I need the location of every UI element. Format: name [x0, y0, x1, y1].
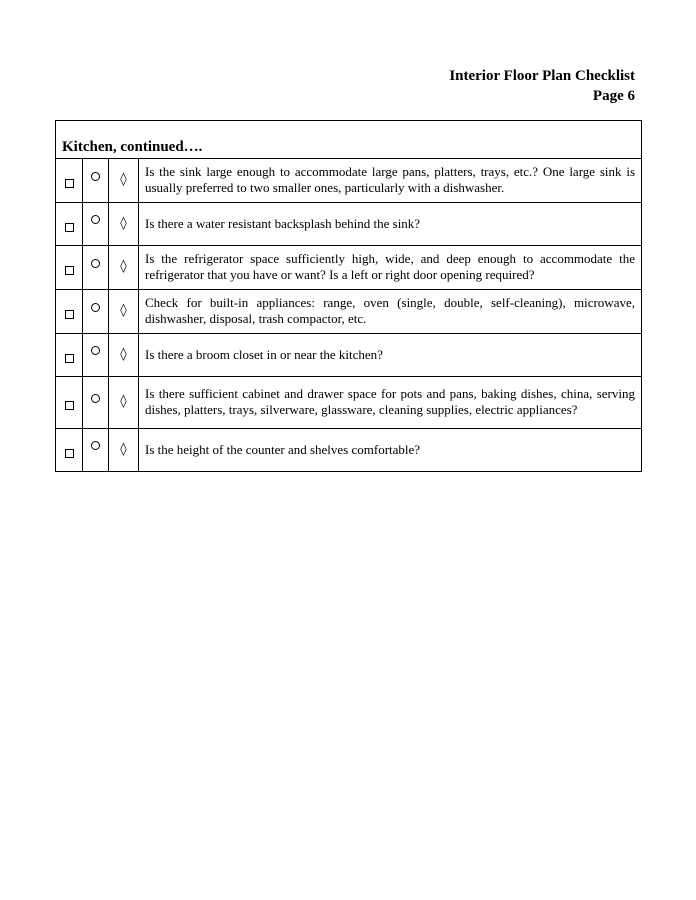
diamond-icon: ◊	[120, 346, 127, 362]
checklist-row	[56, 429, 642, 472]
checkbox-cell[interactable]	[56, 290, 83, 334]
checkbox-cell[interactable]	[56, 246, 83, 290]
question-label: Is there a water resistant backsplash behind the sink?	[145, 215, 421, 231]
checkbox-cell[interactable]	[56, 377, 83, 429]
checkbox-cell[interactable]	[56, 203, 83, 246]
circle-icon	[91, 259, 100, 268]
question-text	[139, 429, 642, 472]
circle-cell	[83, 246, 109, 290]
checkbox-icon[interactable]	[65, 310, 74, 319]
question-label: Is there a broom closet in or near the kitchen?	[145, 346, 383, 362]
checkbox-cell[interactable]	[56, 334, 83, 377]
circle-cell	[83, 290, 109, 334]
diamond-icon: ◊	[120, 303, 127, 318]
question-label: Is the refrigerator space sufficiently high, wide, and deep enough to accommodate the refrigerator that you have or want? Is a left or right door opening required?	[145, 251, 635, 282]
circle-cell	[83, 203, 109, 246]
diamond-cell	[109, 377, 139, 429]
diamond-icon: ◊	[120, 259, 127, 274]
checklist-row	[56, 246, 642, 290]
checkbox-icon[interactable]	[65, 179, 74, 188]
question-text	[139, 334, 642, 377]
question-label: Is the height of the counter and shelves comfortable?	[145, 441, 421, 457]
question-text	[139, 159, 642, 203]
checkbox-icon[interactable]	[65, 223, 74, 232]
diamond-icon: ◊	[120, 215, 127, 231]
circle-cell	[83, 377, 109, 429]
checkbox-icon[interactable]	[65, 401, 74, 410]
question-label: Is the sink large enough to accommodate large pans, platters, trays, etc.? One large sink is usually preferred to two smaller ones, particularly with a dishwasher.	[145, 164, 635, 195]
circle-icon	[91, 303, 100, 312]
diamond-icon: ◊	[120, 172, 127, 187]
diamond-cell	[109, 334, 139, 377]
circle-icon	[91, 172, 100, 181]
circle-icon	[91, 346, 100, 355]
circle-icon	[91, 441, 100, 450]
question-text	[139, 203, 642, 246]
checklist-row	[56, 203, 642, 246]
section-title: Kitchen, continued….	[56, 121, 642, 159]
document-title: Interior Floor Plan Checklist	[449, 68, 635, 84]
circle-cell	[83, 159, 109, 203]
diamond-icon: ◊	[120, 441, 127, 457]
question-label: Check for built-in appliances: range, oven (single, double, self-cleaning), microwave, dishwasher, disposal, trash compactor, etc.	[145, 295, 635, 326]
checklist-row	[56, 159, 642, 203]
question-text	[139, 377, 642, 429]
kitchen-checklist-table	[55, 120, 642, 472]
circle-icon	[91, 215, 100, 224]
section-header-row	[56, 121, 642, 159]
circle-cell	[83, 429, 109, 472]
checkbox-icon[interactable]	[65, 266, 74, 275]
diamond-cell	[109, 429, 139, 472]
checkbox-icon[interactable]	[65, 449, 74, 458]
checkbox-icon[interactable]	[65, 354, 74, 363]
diamond-cell	[109, 203, 139, 246]
diamond-cell	[109, 159, 139, 203]
checklist-row	[56, 334, 642, 377]
page-number: Page 6	[592, 88, 635, 104]
diamond-icon: ◊	[120, 394, 127, 409]
question-label: Is there sufficient cabinet and drawer space for pots and pans, baking dishes, china, serving dishes, platters, trays, silverware, glassware, cleaning supplies, electric appliances?	[145, 386, 635, 417]
circle-icon	[91, 394, 100, 403]
page-header	[449, 66, 635, 106]
circle-cell	[83, 334, 109, 377]
question-text	[139, 246, 642, 290]
checklist-row	[56, 290, 642, 334]
checklist-row	[56, 377, 642, 429]
diamond-cell	[109, 246, 139, 290]
diamond-cell	[109, 290, 139, 334]
checkbox-cell[interactable]	[56, 159, 83, 203]
question-text	[139, 290, 642, 334]
checkbox-cell[interactable]	[56, 429, 83, 472]
